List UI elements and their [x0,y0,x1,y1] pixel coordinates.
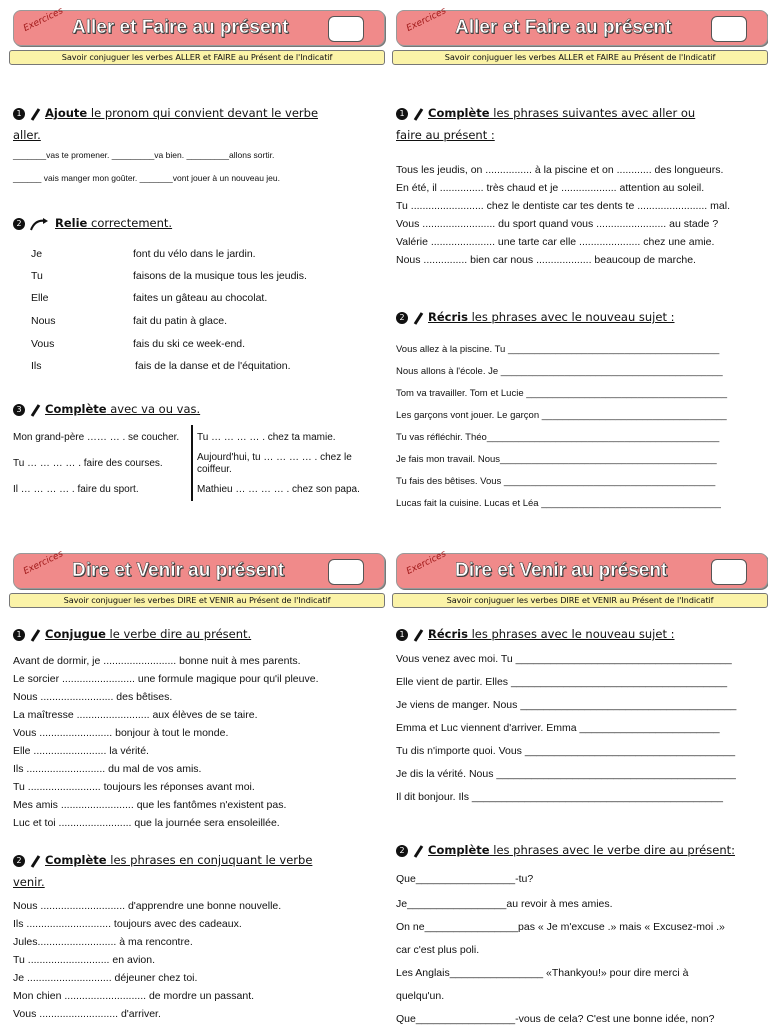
exercise-line: Mes amis ......................... que les fantômes n'existent pas. [13,799,287,811]
instruction-text: le verbe dire au présent. [105,627,252,641]
verb-ending: fait du patin à glace. [133,315,227,327]
exercise-line: Tu dis n'importe quoi. Vous ____________________________________ [396,745,736,757]
instruction-text: les phrases suivantes avec aller ou [489,106,696,120]
exercise-line: Mathieu … … … … . chez son papa. [197,484,360,495]
exercise-number: 3 [13,404,25,416]
exercise-line: Emma et Luc viennent d'arriver. Emma ________________________ [396,722,720,734]
verb-ending: faisons de la musique tous les jeudis. [133,270,307,282]
exercise-line: Tu fais des bêtises. Vous ________________________________________ [396,476,716,487]
exercise-1-instruction [13,106,318,121]
exercise-line: Elle vient de partir. Elles _____________________________________ [396,676,728,688]
instruction-text: correctement. [87,216,173,230]
instruction-text: les phrases avec le nouveau sujet : [467,310,675,324]
instruction-text: le pronom qui convient devant le verbe [87,106,319,120]
exercise-line: Mon grand-père …… … . se coucher. [13,432,180,443]
pencil-icon [29,403,41,417]
title-banner [396,549,768,589]
instruction-keyword: Récris [428,627,468,641]
instruction-keyword: Complète [428,106,490,120]
instruction-keyword: Complète [45,402,107,416]
exercise-line: Le sorcier ......................... une formule magique pour qu'il pleuve. [13,673,319,685]
exercise-line: ______ vais manger mon goûter. _______vont jouer à un nouveau jeu. [13,173,281,183]
instruction-keyword: Relie [55,216,88,230]
worksheet-title: Dire et Venir au présent [455,560,668,581]
exercise-line: Tous les jeudis, on ................ à la piscine et on ............ des longueurs. [396,164,724,176]
exercices-tag: Exercices [405,549,448,577]
exercise-number: 1 [396,629,408,641]
exercise-1-instruction-cont [396,128,495,142]
verb-ending: font du vélo dans le jardin. [133,248,256,260]
exercise-line: Il dit bonjour. Ils ___________________________________________ [396,791,723,803]
exercise-line: Ils ............................. toujours avec des cadeaux. [13,918,242,930]
exercise-line: On ne________________pas « Je m'excuse .» mais « Excusez-moi .» [396,921,725,933]
exercise-line: _______vas te promener. _________va bien. _________allons sortir. [13,150,275,160]
objective-bar: Savoir conjuguer les verbes DIRE et VENIR au Présent de l'Indicatif [9,593,385,608]
exercise-3-instruction [13,402,200,417]
instruction-text: les phrases avec le verbe dire au présent: [489,843,735,857]
instruction-text: avec va ou vas. [106,402,201,416]
pronoun: Tu [31,270,43,282]
objective-bar: Savoir conjuguer les verbes ALLER et FAIRE au Présent de l'Indicatif [9,50,385,65]
exercise-1-instruction [396,627,675,642]
exercise-line: Mon chien ............................ de mordre un passant. [13,990,255,1002]
exercise-line: En été, il ............... très chaud et je ................... attention au soleil. [396,182,705,194]
exercise-line: Nous ............... bien car nous ................... beaucoup de marche. [396,254,696,266]
worksheet-dire-venir-2 [396,549,768,1025]
instruction-keyword: Complète [45,853,107,867]
pencil-icon [412,107,424,121]
exercise-1-instruction-cont [13,128,41,142]
pencil-icon [29,854,41,868]
exercise-line: Vous ........................... d'arriver. [13,1008,161,1020]
exercise-line: Tu ......................... toujours les réponses avant moi. [13,781,255,793]
objective-bar: Savoir conjuguer les verbes ALLER et FAIRE au Présent de l'Indicatif [392,50,768,65]
exercise-line: Nous ............................. d'apprendre une bonne nouvelle. [13,900,282,912]
instruction-keyword: Ajoute [45,106,88,120]
exercise-line: Je viens de manger. Nous _____________________________________ [396,699,737,711]
exercise-2-instruction [396,310,675,325]
exercise-1-instruction [396,106,695,121]
exercise-line: Il … … … … . faire du sport. [13,484,139,495]
exercise-line: Elle ......................... la vérité. [13,745,149,757]
pronoun: Elle [31,292,49,304]
exercise-line: Que_________________-vous de cela? C'est une bonne idée, non? [396,1013,715,1025]
pencil-icon [412,844,424,858]
instruction-text: les phrases en conjuquant le verbe [106,853,313,867]
exercise-line: Les garçons vont jouer. Le garçon ___________________________________ [396,410,727,421]
instruction-keyword: Complète [428,843,490,857]
pencil-icon [412,311,424,325]
instruction-keyword: Récris [428,310,468,324]
exercices-tag: Exercices [22,6,65,34]
instruction-text: les phrases avec le nouveau sujet : [467,627,675,641]
exercices-tag: Exercices [405,6,448,34]
worksheet-title: Aller et Faire au présent [72,17,289,38]
worksheet-title: Aller et Faire au présent [455,17,672,38]
instruction-text: faire au présent : [396,128,495,142]
title-banner [396,6,768,46]
exercise-line: Nous ......................... des bêtises. [13,691,173,703]
column-divider [191,425,193,501]
pronoun: Vous [31,338,55,350]
exercise-line: Les Anglais________________ «Thankyou!» pour dire merci à [396,967,689,979]
pencil-icon [29,628,41,642]
exercise-line: Lucas fait la cuisine. Lucas et Léa __________________________________ [396,498,721,509]
exercise-line: Vous allez à la piscine. Tu ________________________________________ [396,344,720,355]
exercise-line: Tom va travailler. Tom et Lucie ______________________________________ [396,388,728,399]
instruction-text: aller. [13,128,41,142]
score-box [711,16,747,42]
exercise-line: Je ............................. déjeuner chez toi. [13,972,198,984]
exercices-tag: Exercices [22,549,65,577]
exercise-number: 2 [13,855,25,867]
exercise-number: 2 [396,845,408,857]
instruction-text: venir. [13,875,45,889]
worksheet-title: Dire et Venir au présent [72,560,285,581]
exercise-line: Que_________________-tu? [396,873,534,885]
exercise-line: Nous allons à l'école. Je __________________________________________ [396,366,723,377]
exercise-line: La maîtresse ......................... aux élèves de se taire. [13,709,258,721]
exercise-2-instruction [13,216,172,231]
exercise-line: Avant de dormir, je ......................... bonne nuit à mes parents. [13,655,301,667]
exercise-line: Aujourd'hui, tu … … … … . chez le coiffeur. [197,452,352,475]
verb-ending: fais du ski ce week-end. [133,338,246,350]
exercise-line: Tu … … … … . chez ta mamie. [197,432,336,443]
worksheet-aller-faire-1 [13,6,385,520]
exercise-line: quelqu'un. [396,990,445,1002]
pronoun: Nous [31,315,56,327]
verb-ending: fais de la danse et de l'équitation. [135,360,291,372]
score-box [328,559,364,585]
exercise-line: Vous venez avec moi. Tu _____________________________________ [396,653,732,665]
worksheet-dire-venir-1 [13,549,385,1024]
pencil-icon [412,628,424,642]
exercise-line: car c'est plus poli. [396,944,480,956]
title-banner [13,6,385,46]
exercise-line: Ils ........................... du mal de vos amis. [13,763,202,775]
exercise-2-instruction-cont [13,875,45,889]
exercise-line: Tu vas réfléchir. Théo____________________________________________ [396,432,720,443]
score-box [711,559,747,585]
exercise-number: 1 [13,108,25,120]
exercise-1-instruction [13,627,251,642]
exercise-line: Tu ......................... chez le dentiste car tes dents te ........................ mal. [396,200,730,212]
worksheet-aller-faire-2 [396,6,768,520]
exercise-2-instruction [396,843,735,858]
exercise-line: Tu ............................ en avion. [13,954,155,966]
instruction-keyword: Conjugue [45,627,106,641]
exercise-line: Jules........................... à ma rencontre. [13,936,193,948]
exercise-2-instruction [13,853,312,868]
verb-ending: faites un gâteau au chocolat. [133,292,268,304]
exercise-number: 1 [396,108,408,120]
exercise-number: 1 [13,629,25,641]
exercise-line: Valérie ...................... une tarte car elle ..................... chez une amie. [396,236,715,248]
exercise-number: 2 [396,312,408,324]
exercise-line: Vous ......................... bonjour à tout le monde. [13,727,229,739]
title-banner [13,549,385,589]
exercise-line: Je fais mon travail. Nous_________________________________________ [396,454,717,465]
pronoun: Je [31,248,43,260]
exercise-line: Luc et toi ......................... que la journée sera ensoleillée. [13,817,280,829]
exercise-line: Tu … … … … . faire des courses. [13,458,163,469]
exercise-number: 2 [13,218,25,230]
objective-bar: Savoir conjuguer les verbes DIRE et VENIR au Présent de l'Indicatif [392,593,768,608]
link-arrow-icon [29,217,51,231]
exercise-line: Je dis la vérité. Nous _________________________________________ [396,768,736,780]
pronoun: Ils [31,360,42,372]
exercise-line: Vous ......................... du sport quand vous ........................ au stade ? [396,218,719,230]
score-box [328,16,364,42]
pencil-icon [29,107,41,121]
exercise-line: Je_________________au revoir à mes amies. [396,898,613,910]
